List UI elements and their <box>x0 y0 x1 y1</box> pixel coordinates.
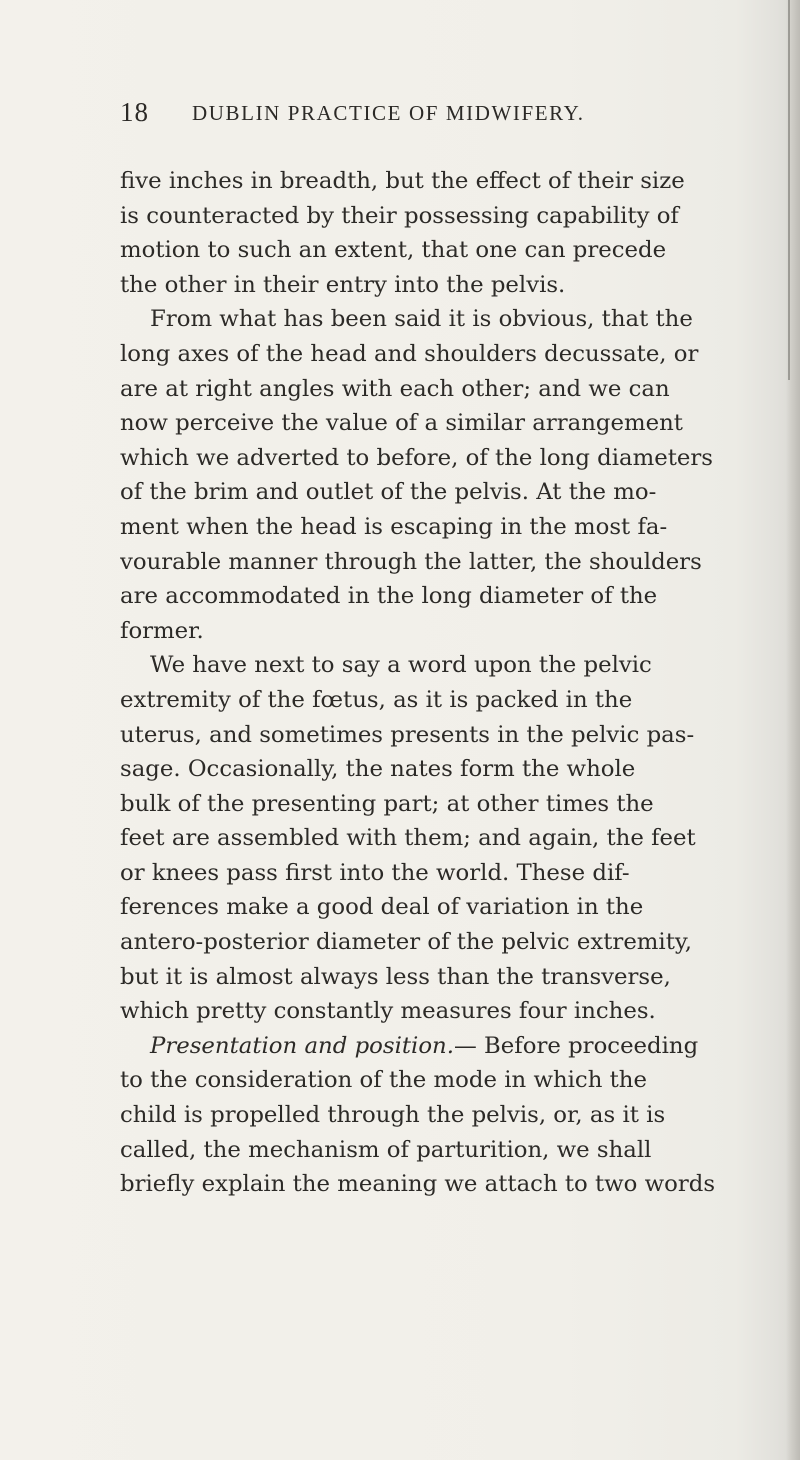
text-line: which pretty constantly measures four inches. <box>120 998 656 1025</box>
text-line: is counteracted by their possessing capability of <box>120 202 679 229</box>
heading-continuation: — Before proceeding <box>454 1032 699 1059</box>
text-line: the other in their entry into the pelvis. <box>120 271 566 298</box>
section-heading: Presentation and position. <box>150 1032 454 1059</box>
text-line: are at right angles with each other; and we can <box>120 375 670 402</box>
text-line: child is propelled through the pelvis, or, as it is <box>120 1102 666 1129</box>
page-number: 18 <box>120 97 149 127</box>
text-line: or knees pass first into the world. These dif- <box>120 859 630 886</box>
running-head: DUBLIN PRACTICE OF MIDWIFERY. <box>192 101 585 125</box>
text-line: ferences make a good deal of variation in the <box>120 894 644 921</box>
text-line: uterus, and sometimes presents in the pelvic pas- <box>120 721 695 748</box>
text-line: bulk of the presenting part; at other times the <box>120 790 654 817</box>
text-line: motion to such an extent, that one can precede <box>120 237 667 264</box>
text-line: now perceive the value of a similar arrangement <box>120 410 683 437</box>
binding-edge-line <box>788 0 790 380</box>
text-line: which we adverted to before, of the long diameters <box>120 444 713 471</box>
text-line: five inches in breadth, but the effect of their size <box>120 168 685 194</box>
text-line: sage. Occasionally, the nates form the whole <box>120 756 636 783</box>
body-text <box>120 164 774 1202</box>
text-line: but it is almost always less than the transverse, <box>120 963 671 990</box>
text-line: of the brim and outlet of the pelvis. At the mo- <box>120 479 657 506</box>
paragraph-start-line <box>120 1029 774 1064</box>
text-line: antero-posterior diameter of the pelvic extremity, <box>120 929 692 956</box>
text-line: vourable manner through the latter, the shoulders <box>120 548 702 575</box>
text-line: feet are assembled with them; and again, the feet <box>120 825 696 852</box>
text-line: ment when the head is escaping in the most fa- <box>120 513 668 540</box>
text-line: former. <box>120 617 204 644</box>
text-line: to the consideration of the mode in which the <box>120 1067 647 1094</box>
text-line: are accommodated in the long diameter of the <box>120 583 658 610</box>
paragraph-start-line: From what has been said it is obvious, that the <box>150 306 693 333</box>
page-header <box>120 97 760 137</box>
text-line: briefly explain the meaning we attach to two words <box>120 1171 716 1198</box>
text-line: long axes of the head and shoulders decussate, or <box>120 340 699 367</box>
paragraph-start-line: We have next to say a word upon the pelvic <box>150 652 652 679</box>
text-line: called, the mechanism of parturition, we shall <box>120 1136 652 1163</box>
text-line: extremity of the fœtus, as it is packed in the <box>120 686 633 713</box>
